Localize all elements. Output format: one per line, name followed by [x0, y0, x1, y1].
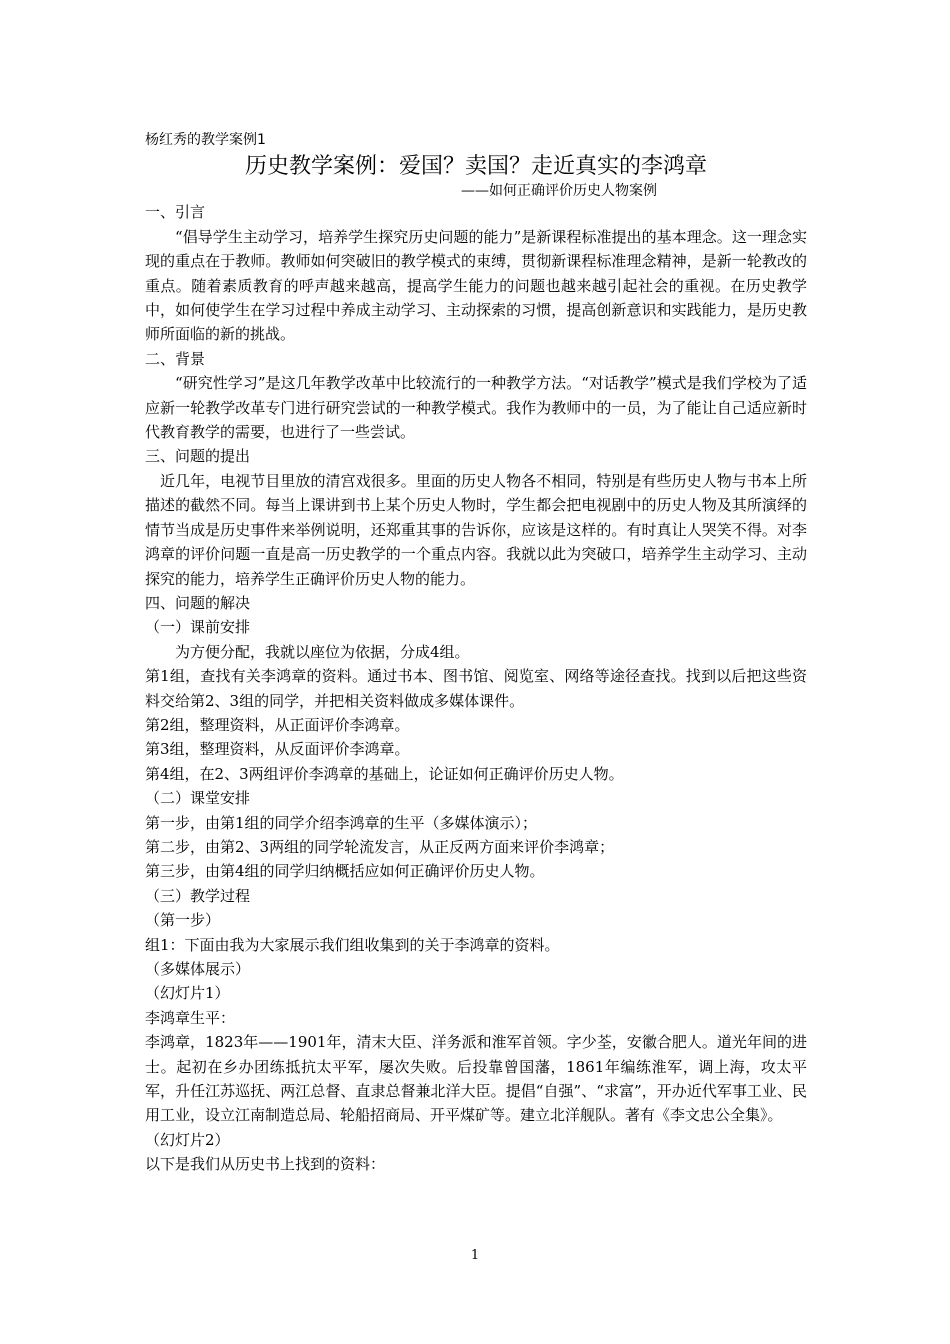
class-step-2: 第二步，由第2、3两组的同学轮流发言，从正反两方面来评价李鸿章； [145, 837, 615, 856]
subheading-in-class: （二）课堂安排 [145, 789, 251, 808]
subheading-teaching-process: （三）教学过程 [145, 886, 251, 905]
paragraph-problem: 近几年，电视节目里放的清宫戏很多。里面的历史人物各不相同，特别是有些历史人物与书本上所描述的截然不同。每当上课讲到书上某个历史人物时，学生都会把电视剧中的历史人物及其所演绎的情节当成是历史事件来举例说明，还郑重其事的告诉你，应该是这样的。有时真让人哭笑不得。对李鸿章的评价问题一直是高一历史教学的一个重点内容。我就以此为突破口，培养学生主动学习、主动探究的能力，培养学生正确评价历史人物的能力。 [145, 471, 807, 588]
subheading-pre-class: （一）课前安排 [145, 618, 251, 637]
group-1-statement: 组1：下面由我为大家展示我们组收集到的关于李鸿章的资料。 [145, 935, 560, 954]
slide-2-label: （幻灯片2） [145, 1130, 230, 1149]
biography-label: 李鸿章生平： [145, 1008, 236, 1027]
page-number: 1 [470, 1248, 480, 1263]
class-step-3: 第三步，由第4组的同学归纳概括应如何正确评价历史人物。 [145, 862, 545, 881]
group-2-task: 第2组，整理资料，从正面评价李鸿章。 [145, 715, 410, 734]
group-4-task: 第4组，在2、3两组评价李鸿章的基础上，论证如何正确评价历史人物。 [145, 764, 624, 783]
from-books-text: 以下是我们从历史书上找到的资料： [145, 1155, 386, 1174]
paragraph-background: “研究性学习”是这几年教学改革中比较流行的一种教学方法。“对话教学”模式是我们学校为了适应新一轮教学改革专门进行研究尝试的一种教学模式。我作为教师中的一员，为了能让自己适应新时代教育教学的需要，也进行了一些尝试。 [145, 374, 807, 442]
biography-text: 李鸿章，1823年——1901年，清末大臣、洋务派和淮军首领。字少荃，安徽合肥人。道光年间的进士。起初在乡办团练抵抗太平军，屡次失败。后投靠曾国藩，1861年编练淮军，调上海，攻太平军，升任江苏巡抚、两江总督、直隶总督兼北洋大臣。提倡“自强”、“求富”，开办近代军事工业、民用工业，设立江南制造总局、轮船招商局、开平煤矿等。建立北洋舰队。著有《李文忠公全集》。 [145, 1033, 807, 1125]
paragraph-grouping: 为方便分配，我就以座位为依据，分成4组。 [175, 642, 470, 661]
section-heading-background: 二、背景 [145, 349, 206, 368]
class-step-1: 第一步，由第1组的同学介绍李鸿章的生平（多媒体演示）； [145, 813, 538, 832]
slide-1-label: （幻灯片1） [145, 984, 230, 1003]
document-page [145, 128, 807, 1177]
document-subtitle: ——如何正确评价历史人物案例 [461, 183, 657, 200]
group-3-task: 第3组，整理资料，从反面评价李鸿章。 [145, 740, 410, 759]
paragraph-intro: “倡导学生主动学习，培养学生探究历史问题的能力”是新课程标准提出的基本理念。这一理念实现的重点在于教师。教师如何突破旧的教学模式的束缚，贯彻新课程标准理念精神，是新一轮教改的重点。随着素质教育的呼声越来越高，提高学生能力的问题也越来越引起社会的重视。在历史教学中，如何使学生在学习过程中养成主动学习、主动探索的习惯，提高创新意识和实践能力，是历史教师所面临的新的挑战。 [145, 227, 807, 344]
case-label: 杨红秀的教学案例1 [145, 132, 266, 148]
section-heading-problem: 三、问题的提出 [145, 447, 251, 466]
group-1-task: 第1组，查找有关李鸿章的资料。通过书本、图书馆、阅览室、网络等途径查找。找到以后把这些资料交给第2、3组的同学，并把相关资料做成多媒体课件。 [145, 667, 807, 710]
section-heading-intro: 一、引言 [145, 203, 206, 222]
document-title: 历史教学案例：爱国？卖国？走近真实的李鸿章 [244, 154, 707, 180]
section-heading-solution: 四、问题的解决 [145, 593, 251, 612]
multimedia-note: （多媒体展示） [145, 960, 251, 978]
process-first-step: （第一步） [145, 911, 221, 930]
